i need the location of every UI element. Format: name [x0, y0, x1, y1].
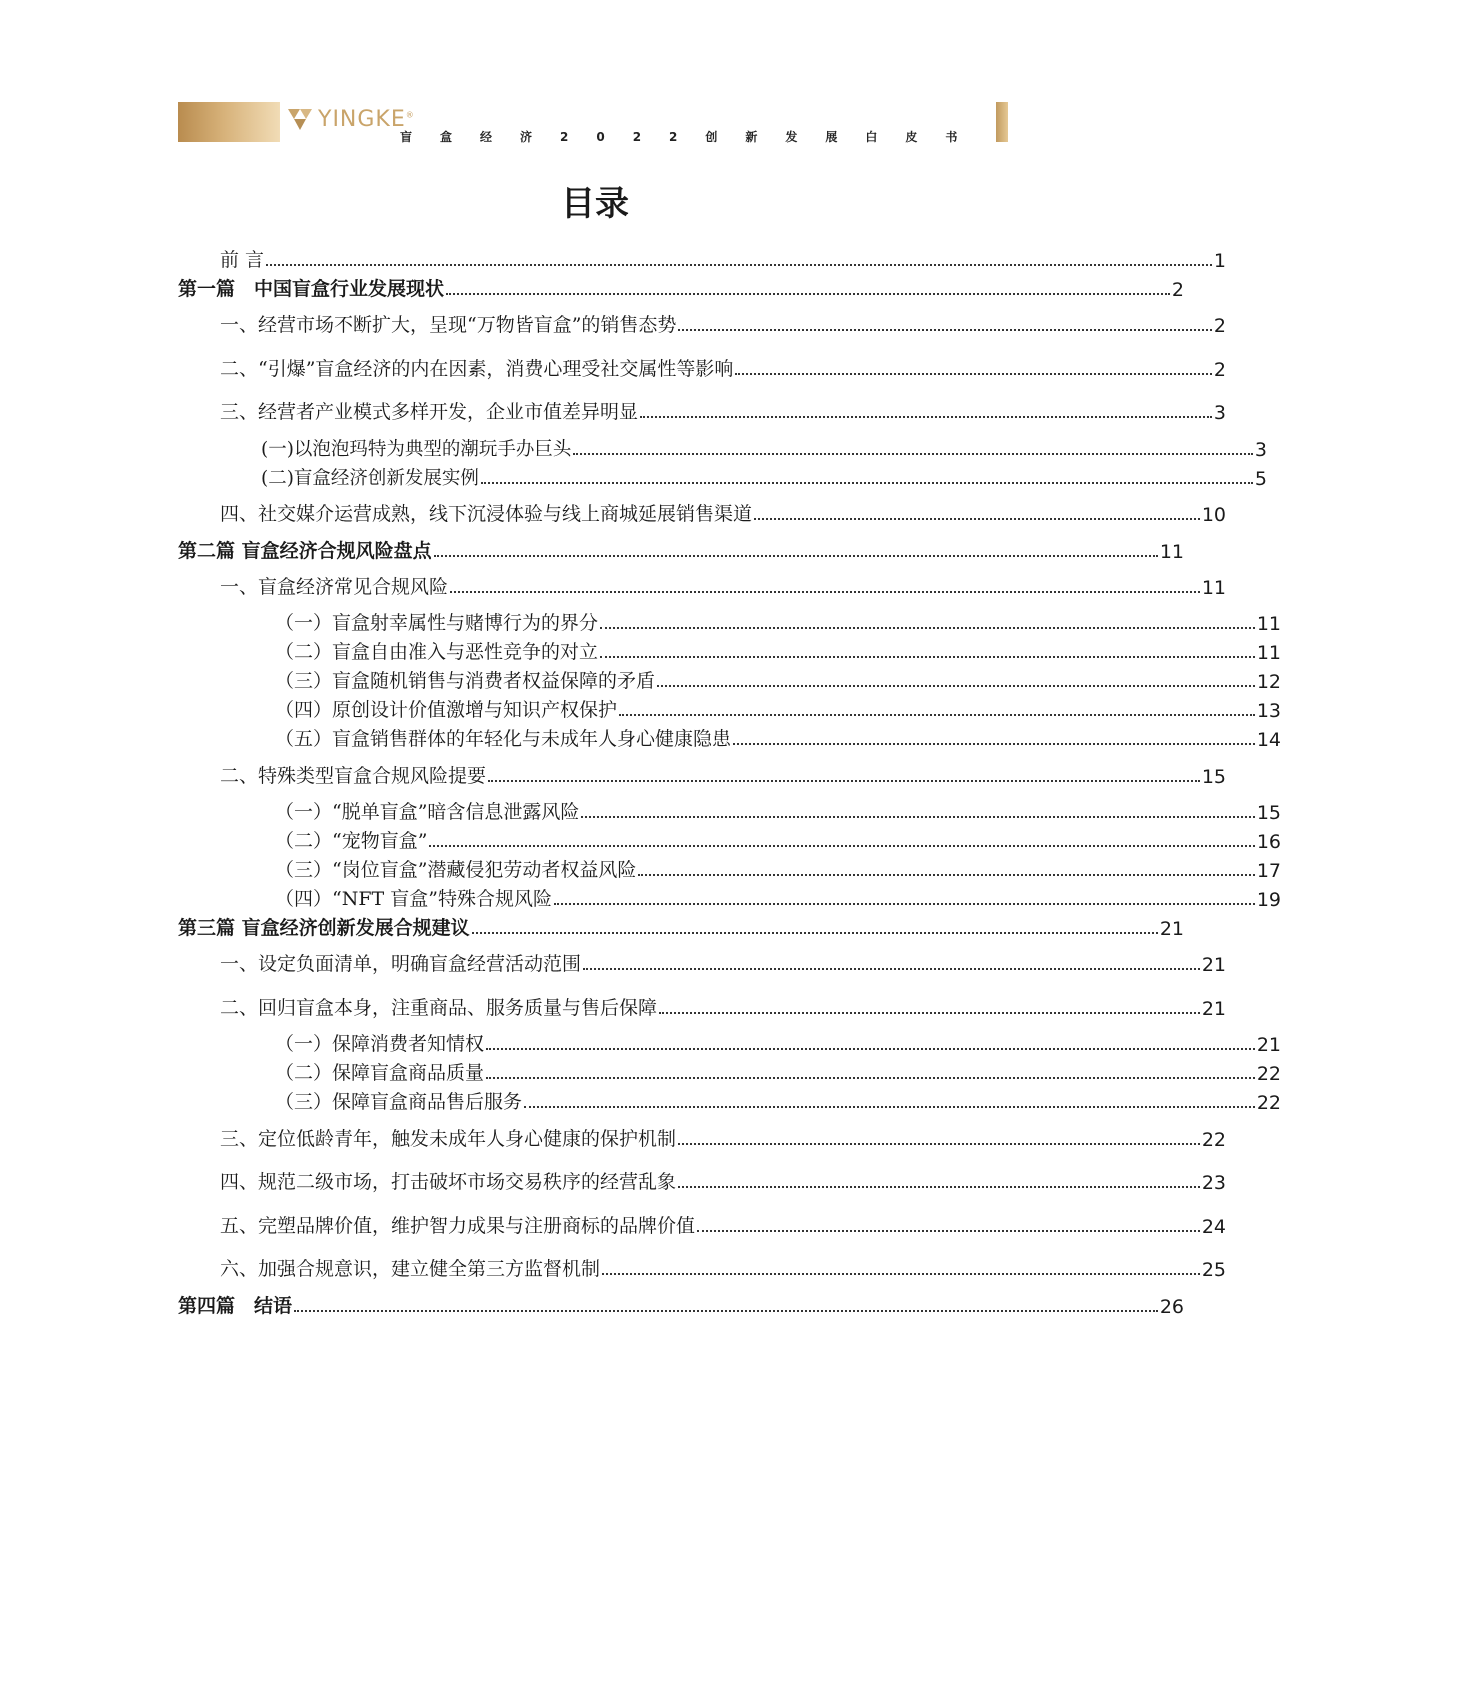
dot-leader — [450, 591, 1200, 593]
dot-leader — [602, 1273, 1200, 1275]
dot-leader — [446, 293, 1170, 295]
dot-leader — [754, 518, 1200, 520]
document-header-title: 盲盒经济2022创新发展白皮书 — [400, 130, 986, 144]
toc-entry[interactable]: 一、盲盒经济常见合规风险 11 — [220, 576, 1226, 599]
dot-leader — [583, 968, 1200, 970]
toc-entry[interactable]: (一)以泡泡玛特为典型的潮玩手办巨头 3 — [261, 439, 1267, 461]
dot-leader — [294, 1310, 1158, 1312]
toc-entry[interactable]: （二）盲盒自由准入与恶性竞争的对立 11 — [275, 641, 1281, 664]
header-gold-bar-left — [178, 102, 280, 142]
dot-leader — [573, 453, 1252, 455]
dot-leader — [488, 780, 1200, 782]
toc-entry[interactable]: 二、特殊类型盲盒合规风险提要 15 — [220, 765, 1226, 788]
toc-entry[interactable]: 五、完塑品牌价值，维护智力成果与注册商标的品牌价值 24 — [220, 1215, 1226, 1238]
yingke-logo-icon — [286, 106, 314, 132]
dot-leader — [266, 264, 1212, 266]
dot-leader — [619, 714, 1255, 716]
toc-entry[interactable]: 六、加强合规意识，建立健全第三方监督机制 25 — [220, 1258, 1226, 1281]
toc-entry[interactable]: 四、社交媒介运营成熟，线下沉浸体验与线上商城延展销售渠道 10 — [220, 503, 1226, 526]
toc-entry[interactable]: 二、回归盲盒本身，注重商品、服务质量与售后保障 21 — [220, 997, 1226, 1020]
toc-entry[interactable]: （三）盲盒随机销售与消费者权益保障的矛盾 12 — [275, 670, 1281, 693]
dot-leader — [678, 329, 1211, 331]
toc-entry[interactable]: 一、经营市场不断扩大，呈现“万物皆盲盒”的销售态势 2 — [220, 314, 1226, 337]
dot-leader — [434, 555, 1158, 557]
page-title: 目录 — [561, 184, 629, 224]
dot-leader — [581, 816, 1254, 818]
dot-leader — [472, 932, 1158, 934]
toc-entry-part[interactable]: 第一篇 中国盲盒行业发展现状 2 — [178, 278, 1184, 301]
dot-leader — [524, 1106, 1255, 1108]
dot-leader — [678, 1143, 1200, 1145]
dot-leader — [733, 743, 1255, 745]
toc-entry-part[interactable]: 第三篇 盲盒经济创新发展合规建议 21 — [178, 917, 1184, 940]
toc-entry[interactable]: （四）原创设计价值激增与知识产权保护 13 — [275, 699, 1281, 722]
toc-entry-part[interactable]: 第四篇 结语 26 — [178, 1295, 1184, 1318]
toc-entry[interactable]: （三）保障盲盒商品售后服务 22 — [275, 1091, 1281, 1114]
toc-entry[interactable]: （一）保障消费者知情权 21 — [275, 1033, 1281, 1056]
dot-leader — [735, 373, 1211, 375]
dot-leader — [554, 903, 1255, 905]
toc-entry[interactable]: 前 言 1 — [220, 249, 1226, 272]
toc-entry[interactable]: 三、定位低龄青年，触发未成年人身心健康的保护机制 22 — [220, 1128, 1226, 1151]
toc-entry[interactable]: 二、“引爆”盲盒经济的内在因素，消费心理受社交属性等影响 2 — [220, 358, 1226, 381]
dot-leader — [429, 845, 1254, 847]
dot-leader — [486, 1077, 1255, 1079]
dot-leader — [486, 1048, 1255, 1050]
dot-leader — [659, 1012, 1200, 1014]
dot-leader — [657, 685, 1255, 687]
toc-entry[interactable]: （一）盲盒射幸属性与赌博行为的界分 11 — [275, 612, 1281, 635]
toc-entry[interactable]: （二）保障盲盒商品质量 22 — [275, 1062, 1281, 1085]
toc-entry[interactable]: （三）“岗位盲盒”潜藏侵犯劳动者权益风险 17 — [275, 859, 1281, 882]
brand-name: YINGKE® — [318, 106, 415, 132]
dot-leader — [600, 627, 1255, 629]
toc-entry[interactable]: （四）“NFT 盲盒”特殊合规风险 19 — [275, 888, 1281, 911]
toc-entry[interactable]: （二）“宠物盲盒” 16 — [275, 830, 1281, 853]
dot-leader — [638, 874, 1254, 876]
toc-entry[interactable]: 四、规范二级市场，打击破坏市场交易秩序的经营乱象 23 — [220, 1171, 1226, 1194]
toc-entry[interactable]: 三、经营者产业模式多样开发，企业市值差异明显 3 — [220, 401, 1226, 424]
dot-leader — [481, 482, 1253, 484]
dot-leader — [640, 416, 1212, 418]
toc-entry[interactable]: （五）盲盒销售群体的年轻化与未成年人身心健康隐患 14 — [275, 728, 1281, 751]
toc-entry-part[interactable]: 第二篇 盲盒经济合规风险盘点 11 — [178, 540, 1184, 563]
toc-entry[interactable]: （一）“脱单盲盒”暗含信息泄露风险 15 — [275, 801, 1281, 824]
dot-leader — [600, 656, 1255, 658]
dot-leader — [697, 1230, 1200, 1232]
toc-entry[interactable]: 一、设定负面清单，明确盲盒经营活动范围 21 — [220, 953, 1226, 976]
header-gold-bar-right — [996, 102, 1008, 142]
dot-leader — [678, 1186, 1200, 1188]
toc-entry[interactable]: (二)盲盒经济创新发展实例 5 — [261, 468, 1267, 490]
brand-logo — [286, 104, 415, 134]
